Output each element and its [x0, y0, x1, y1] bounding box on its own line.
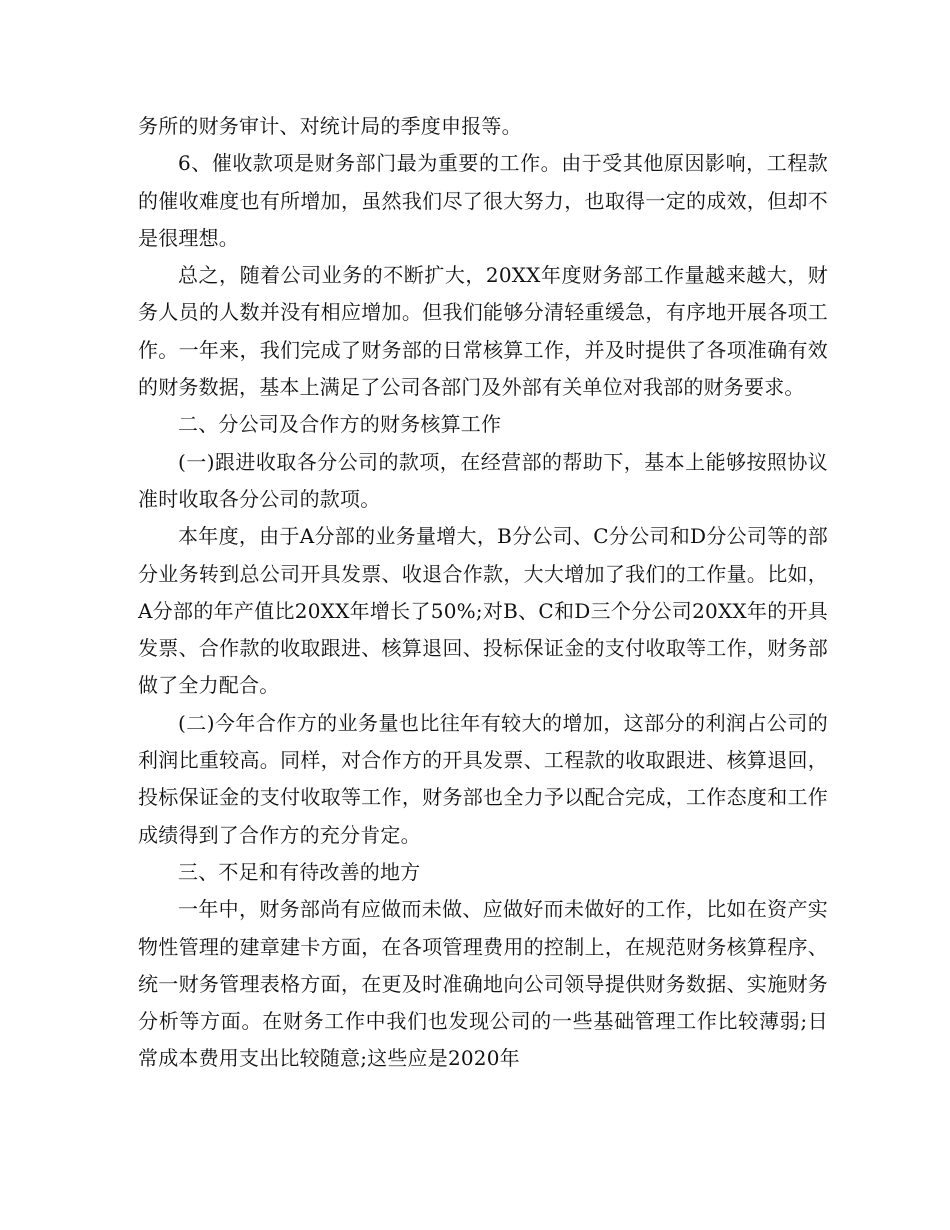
- paragraph-shortcomings: 一年中，财务部尚有应做而未做、应做好而未做好的工作，比如在资产实物性管理的建章建卡方面，在各项管理费用的控制上，在规范财务核算程序、统一财务管理表格方面，在更及时准确地向公司领导提供财务数据、实施财务分析等方面。在财务工作中我们也发现公司的一些基础管理工作比较薄弱;日常成本费用支出比较随意;这些应是2020年: [138, 897, 828, 1071]
- document-body: [138, 108, 828, 1078]
- paragraph-subsection-1: (一)跟进收取各分公司的款项，在经营部的帮助下，基本上能够按照协议准时收取各分公司的款项。: [138, 449, 828, 511]
- paragraph-continued: 务所的财务审计、对统计局的季度申报等。: [138, 114, 522, 138]
- paragraph-subsection-2: (二)今年合作方的业务量也比往年有较大的增加，这部分的利润占公司的利润比重较高。同样，对合作方的开具发票、工程款的收取跟进、核算退回，投标保证金的支付收取等工作，财务部也全力予以配合完成，工作态度和工作成绩得到了合作方的充分肯定。: [138, 710, 828, 847]
- paragraph-collection-item-6: 6、催收款项是财务部门最为重要的工作。由于受其他原因影响，工程款的催收难度也有所增加，虽然我们尽了很大努力，也取得一定的成效，但却不是很理想。: [138, 151, 828, 250]
- paragraph-annual-workload: 本年度，由于A分部的业务量增大，B分公司、C分公司和D分公司等的部分业务转到总公司开具发票、收退合作款，大大增加了我们的工作量。比如，A分部的年产值比20XX年增长了50%;对B、C和D三个分公司20XX年的开具发票、合作款的收取跟进、核算退回、投标保证金的支付收取等工作，财务部做了全力配合。: [138, 524, 828, 698]
- section-heading-branch-accounting: 二、分公司及合作方的财务核算工作: [178, 412, 502, 437]
- section-heading-shortcomings: 三、不足和有待改善的地方: [178, 859, 421, 884]
- paragraph-summary: 总之，随着公司业务的不断扩大，20XX年度财务部工作量越来越大，财务人员的人数并没有相应增加。但我们能够分清轻重缓急，有序地开展各项工作。一年来，我们完成了财务部的日常核算工作，并及时提供了各项准确有效的财务数据，基本上满足了公司各部门及外部有关单位对我部的财务要求。: [138, 263, 828, 400]
